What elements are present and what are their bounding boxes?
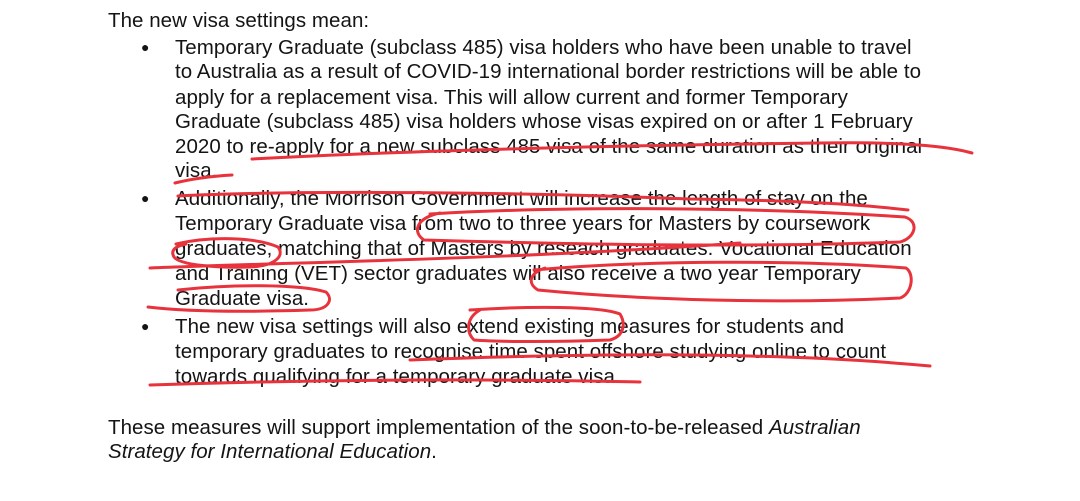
closing-period: . <box>431 440 437 463</box>
bullet-3-line-1: The new visa settings will also extend existing measures for students and <box>175 315 845 338</box>
bullet-1-line-6: visa. <box>175 159 218 182</box>
bullet-2-line-4: and Training (VET) sector graduates will also receive a two year Temporary <box>175 262 861 285</box>
bullet-1-line-3: apply for a replacement visa. This will allow current and former Temporary <box>175 86 848 109</box>
bullet-2-line-1: Additionally, the Morrison Government will increase the length of stay on the <box>175 187 868 210</box>
bullet-marker <box>141 186 149 210</box>
bullet-2-line-2: Temporary Graduate visa from two to three years for Masters by coursework <box>175 212 871 235</box>
bullet-marker <box>141 35 149 59</box>
closing-italic-title: Australian <box>768 416 861 439</box>
bullet-1-line-1: Temporary Graduate (subclass 485) visa holders who have been unable to travel <box>175 36 912 59</box>
intro-text: The new visa settings mean: <box>108 9 370 32</box>
bullet-1-line-2: to Australia as a result of COVID-19 international border restrictions will be able to <box>175 60 922 83</box>
closing-italic-title: Strategy for International Education <box>108 440 432 463</box>
closing-line-2 <box>108 440 437 464</box>
bullet-marker <box>141 314 149 338</box>
bullet-2-line-3: graduates, matching that of Masters by reseach graduates. Vocational Education <box>175 237 912 260</box>
bullet-3-line-3: towards qualifying for a temporary graduate visa. <box>175 365 621 388</box>
closing-text: These measures will support implementation of the soon-to-be-released <box>108 416 769 439</box>
bullet-3-line-2: temporary graduates to recognise time spent offshore studying online to count <box>175 340 887 363</box>
bullet-2-line-5: Graduate visa. <box>175 287 310 310</box>
closing-line-1 <box>108 416 861 440</box>
bullet-1-line-5: 2020 to re-apply for a new subclass 485 visa of the same duration as their original <box>175 135 923 158</box>
bullet-1-line-4: Graduate (subclass 485) visa holders whose visas expired on or after 1 February <box>175 110 913 133</box>
